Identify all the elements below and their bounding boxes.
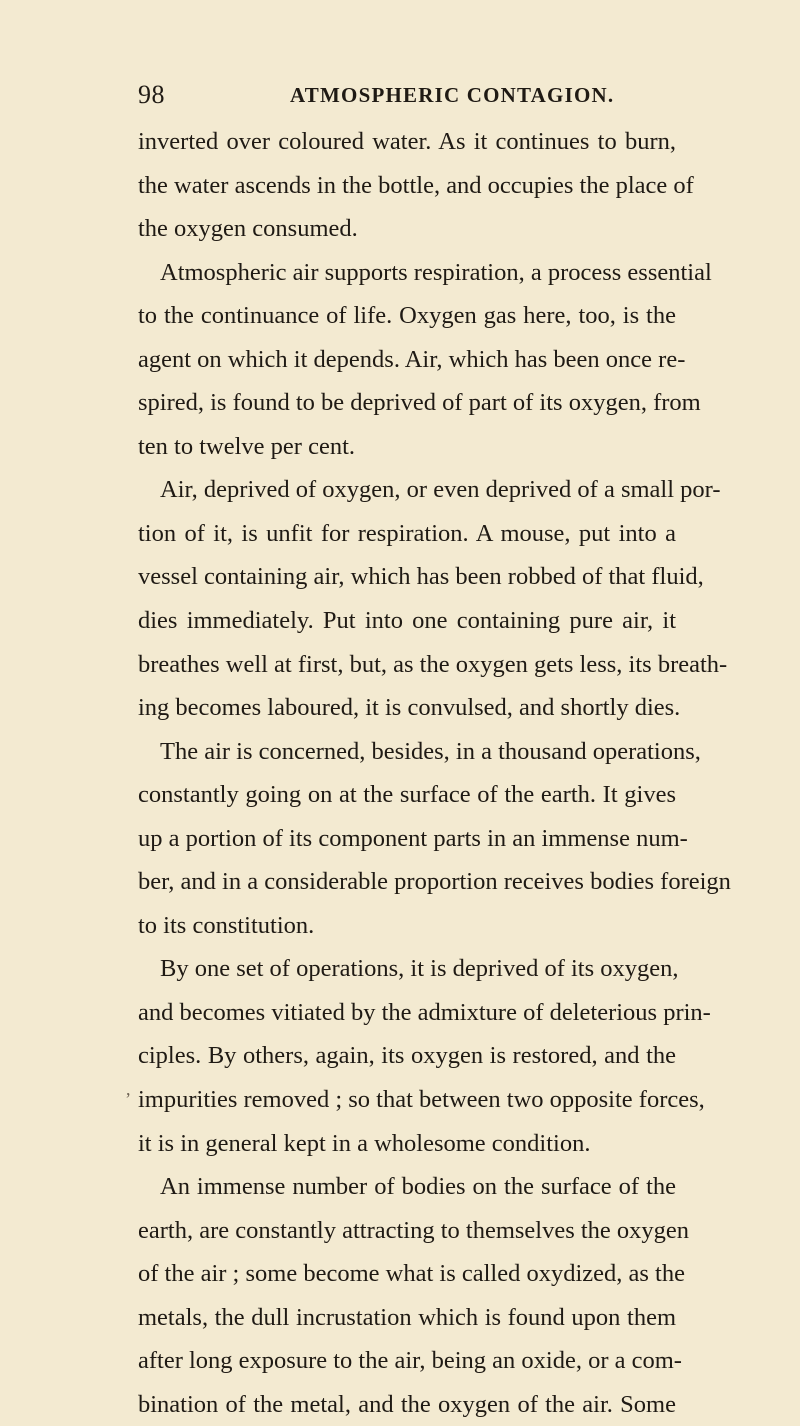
text-line: and becomes vitiated by the admixture of deleterious prin- [138,998,711,1026]
text-line: after long exposure to the air, being an oxide, or a com- [138,1347,682,1375]
text-line: dies immediately. Put into one containing pure air, it [138,607,676,635]
text-line: Atmospheric air supports respiration, a process essential [160,258,712,286]
text-line: it is in general kept in a wholesome condition. [138,1129,591,1157]
text-line: earth, are constantly attracting to themselves the oxygen [138,1216,690,1244]
text-line: ber, and in a considerable proportion receives bodies foreign [138,868,731,896]
text-line: An immense number of bodies on the surface of the [160,1173,676,1201]
text-line: Air, deprived of oxygen, or even deprived of a small por- [160,476,721,504]
text-line: vessel containing air, which has been robbed of that fluid, [138,563,704,591]
text-line: spired, is found to be deprived of part of its oxygen, from [138,389,701,417]
text-line: up a portion of its component parts in an immense num- [138,824,688,852]
text-line: ciples. By others, again, its oxygen is restored, and the [138,1042,676,1070]
text-line: to its constitution. [138,911,315,939]
text-line: the oxygen consumed. [138,215,358,243]
page-number: 98 [138,80,165,109]
running-head: ATMOSPHERIC CONTAGION. [290,83,615,107]
text-line: bination of the metal, and the oxygen of the air. Some [138,1390,676,1418]
text-line: the water ascends in the bottle, and occupies the place of [138,171,694,199]
body-text [138,120,731,1426]
text-line: to the continuance of life. Oxygen gas here, too, is the [138,302,676,330]
text-line: By one set of operations, it is deprived of its oxygen, [160,955,679,983]
text-line: breathes well at first, but, as the oxygen gets less, its breath- [138,650,728,678]
text-line: The air is concerned, besides, in a thousand operations, [160,737,701,765]
text-line: agent on which it depends. Air, which has been once re- [138,345,686,373]
text-line: inverted over coloured water. As it continues to burn, [138,128,676,155]
text-line: tion of it, is unfit for respiration. A mouse, put into a [138,519,676,547]
page-header [138,80,678,114]
margin-mark: , [126,1079,131,1099]
text-line: constantly going on at the surface of the earth. It gives [138,781,676,809]
text-line: metals, the dull incrustation which is found upon them [138,1303,676,1331]
text-line: ten to twelve per cent. [138,432,356,460]
text-line: ing becomes laboured, it is convulsed, and shortly dies. [138,694,681,722]
text-line: impurities removed ; so that between two opposite forces, [138,1086,705,1114]
text-line: of the air ; some become what is called oxydized, as the [138,1260,685,1288]
